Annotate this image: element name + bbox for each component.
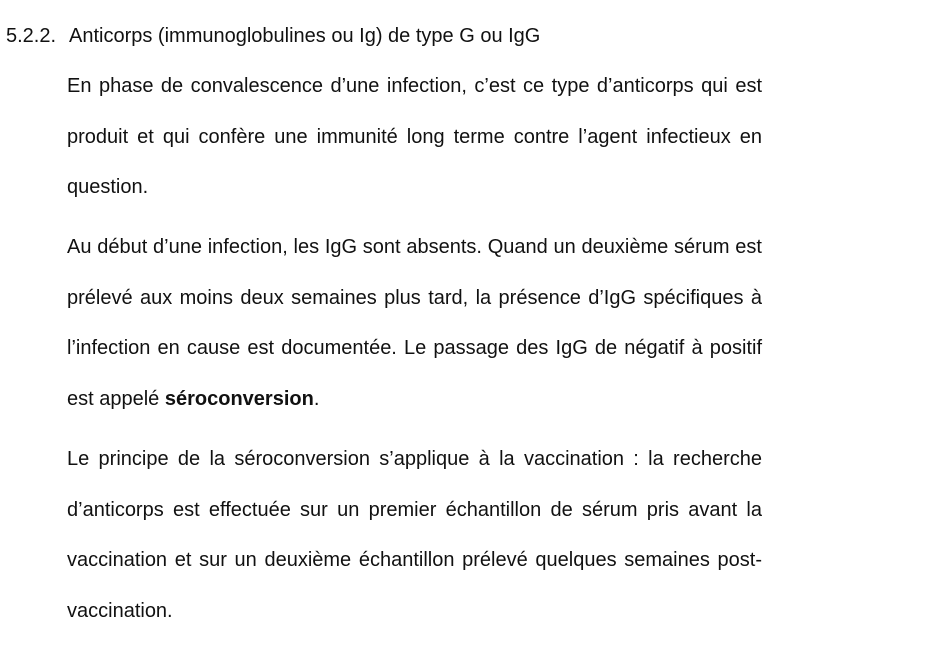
- paragraph-seroconversion-definition: [67, 222, 762, 424]
- section-heading: [6, 23, 540, 49]
- section-number: 5.2.2.: [6, 25, 57, 47]
- paragraph-punctuation: .: [313, 387, 320, 410]
- paragraph-vaccination: Le principe de la séroconversion s’applique à la vaccination : la recherche d’anticorps est effectuée sur un premier échantillon de sérum pris avant la vaccination et sur un deuxième échantillon prélevé quelques semaines post-vaccination.: [67, 448, 762, 622]
- section-title: Anticorps (immunoglobulines ou Ig) de type G ou IgG: [69, 25, 541, 47]
- paragraph-convalescence: En phase de convalescence d’une infection, c’est ce type d’anticorps qui est produit et qui confère une immunité long terme contre l’agent infectieux en question.: [67, 75, 762, 198]
- paragraph-text: Au début d’une infection, les IgG sont absents. Quand un deuxième sérum est prélevé aux moins deux semaines plus tard, la présence d’IgG spécifiques à l’infection en cause est documentée. Le passage des IgG de négatif à positif est appelé: [67, 236, 762, 410]
- bold-term-seroconversion: séroconversion: [164, 387, 314, 410]
